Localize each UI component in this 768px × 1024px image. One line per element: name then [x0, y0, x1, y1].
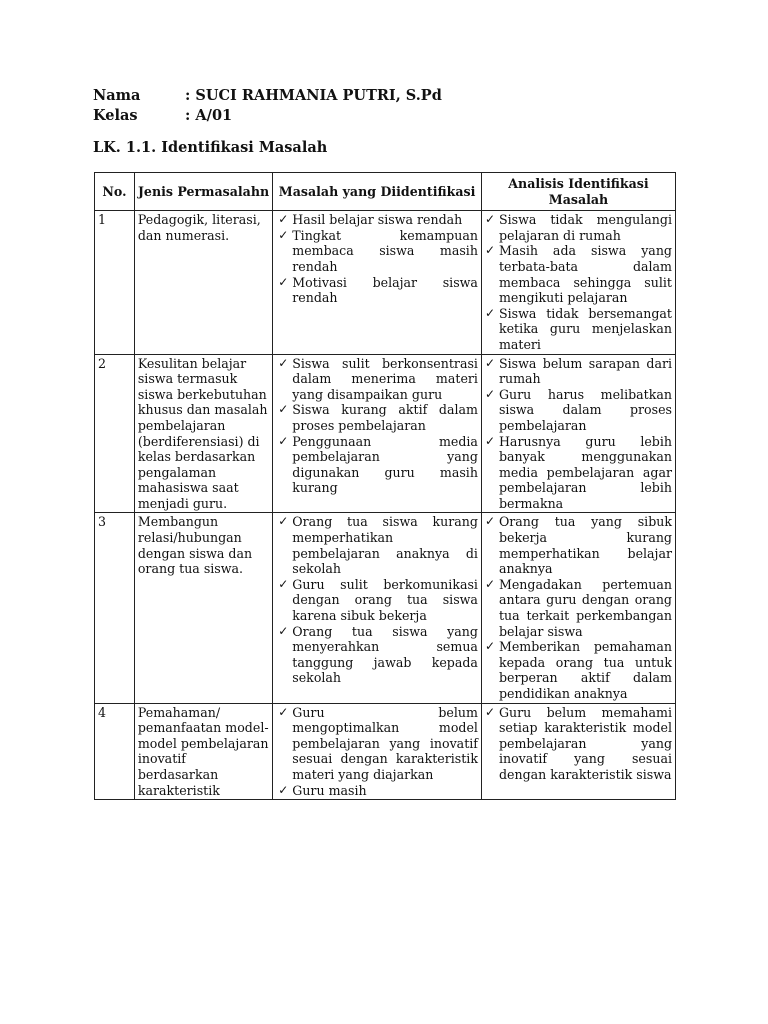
analysis-item: ✓ Siswa belum sarapan dari rumah	[485, 356, 672, 387]
identified-problem-item: ✓ Siswa kurang aktif dalam proses pembelajaran	[276, 402, 478, 433]
checklist	[485, 212, 672, 352]
table-row	[95, 513, 676, 703]
checklist	[276, 356, 478, 496]
identification-table	[94, 172, 676, 800]
checklist	[276, 705, 478, 799]
row-number: 4	[95, 703, 135, 800]
problem-analysis	[481, 513, 675, 703]
table-header-row	[95, 173, 676, 211]
identified-problem-item: ✓ Guru masih	[276, 783, 478, 799]
identified-problem-item: ✓ Hasil belajar siswa rendah	[276, 212, 478, 228]
checklist	[276, 514, 478, 686]
header-info	[93, 86, 442, 126]
analysis-item: ✓ Siswa tidak mengulangi pelajaran di rumah	[485, 212, 672, 243]
identified-problem-item: ✓ Orang tua siswa kurang memperhatikan pembelajaran anaknya di sekolah	[276, 514, 478, 576]
identified-problem-item: ✓ Guru belum mengoptimalkan model pembelajaran yang inovatif sesuai dengan karakteristik materi yang diajarkan	[276, 705, 478, 783]
table-row	[95, 703, 676, 800]
row-number: 3	[95, 513, 135, 703]
problem-type: Pedagogik, literasi, dan numerasi.	[134, 211, 272, 354]
class-value: : A/01	[185, 107, 233, 124]
header-analisis: Analisis Identifikasi Masalah	[481, 173, 675, 211]
analysis-item: ✓ Harusnya guru lebih banyak menggunakan media pembelajaran agar pembelajaran lebih bermakna	[485, 434, 672, 512]
analysis-item: ✓ Siswa tidak bersemangat ketika guru menjelaskan materi	[485, 306, 672, 353]
identified-problems	[273, 513, 482, 703]
analysis-item: ✓ Guru belum memahami setiap karakteristik model pembelajaran yang inovatif yang sesuai dengan karakteristik siswa	[485, 705, 672, 783]
identified-problem-item: ✓ Orang tua siswa yang menyerahkan semua tanggung jawab kepada sekolah	[276, 624, 478, 686]
worksheet-title: LK. 1.1. Identifikasi Masalah	[93, 139, 328, 156]
identified-problems	[273, 211, 482, 354]
row-number: 2	[95, 354, 135, 513]
identified-problem-item: ✓ Guru sulit berkomunikasi dengan orang tua siswa karena sibuk bekerja	[276, 577, 478, 624]
analysis-item: ✓ Masih ada siswa yang terbata-bata dalam membaca sehingga sulit mengikuti pelajaran	[485, 243, 672, 305]
analysis-item: ✓ Memberikan pemahaman kepada orang tua untuk berperan aktif dalam pendidikan anaknya	[485, 639, 672, 701]
name-value: : SUCI RAHMANIA PUTRI, S.Pd	[185, 87, 442, 104]
problem-analysis	[481, 703, 675, 800]
identified-problems	[273, 703, 482, 800]
header-jenis: Jenis Permasalahn	[134, 173, 272, 211]
identified-problem-item: ✓ Tingkat kemampuan membaca siswa masih rendah	[276, 228, 478, 275]
checklist	[485, 705, 672, 783]
analysis-item: ✓ Mengadakan pertemuan antara guru dengan orang tua terkait perkembangan belajar siswa	[485, 577, 672, 639]
header-no: No.	[95, 173, 135, 211]
table-row	[95, 354, 676, 513]
problem-analysis	[481, 211, 675, 354]
name-label: Nama	[93, 87, 141, 104]
class-label: Kelas	[93, 107, 138, 124]
row-number: 1	[95, 211, 135, 354]
problem-type: Membangun relasi/hubungan dengan siswa dan orang tua siswa.	[134, 513, 272, 703]
table-row	[95, 211, 676, 354]
analysis-item: ✓ Guru harus melibatkan siswa dalam proses pembelajaran	[485, 387, 672, 434]
table-body	[95, 211, 676, 800]
class-row	[93, 106, 442, 126]
identified-problem-item: ✓ Motivasi belajar siswa rendah	[276, 275, 478, 306]
identified-problem-item: ✓ Penggunaan media pembelajaran yang digunakan guru masih kurang	[276, 434, 478, 496]
problem-type: Pemahaman/ pemanfaatan model-model pembelajaran inovatif berdasarkan karakteristik	[134, 703, 272, 800]
identified-problems	[273, 354, 482, 513]
checklist	[485, 356, 672, 512]
identified-problem-item: ✓ Siswa sulit berkonsentrasi dalam menerima materi yang disampaikan guru	[276, 356, 478, 403]
analysis-item: ✓ Orang tua yang sibuk bekerja kurang memperhatikan belajar anaknya	[485, 514, 672, 576]
problem-analysis	[481, 354, 675, 513]
checklist	[276, 212, 478, 306]
header-masalah: Masalah yang Diidentifikasi	[273, 173, 482, 211]
problem-type: Kesulitan belajar siswa termasuk siswa berkebutuhan khusus dan masalah pembelajaran (berdiferensiasi) di kelas berdasarkan pengalaman mahasiswa saat menjadi guru.	[134, 354, 272, 513]
checklist	[485, 514, 672, 701]
name-row	[93, 86, 442, 106]
